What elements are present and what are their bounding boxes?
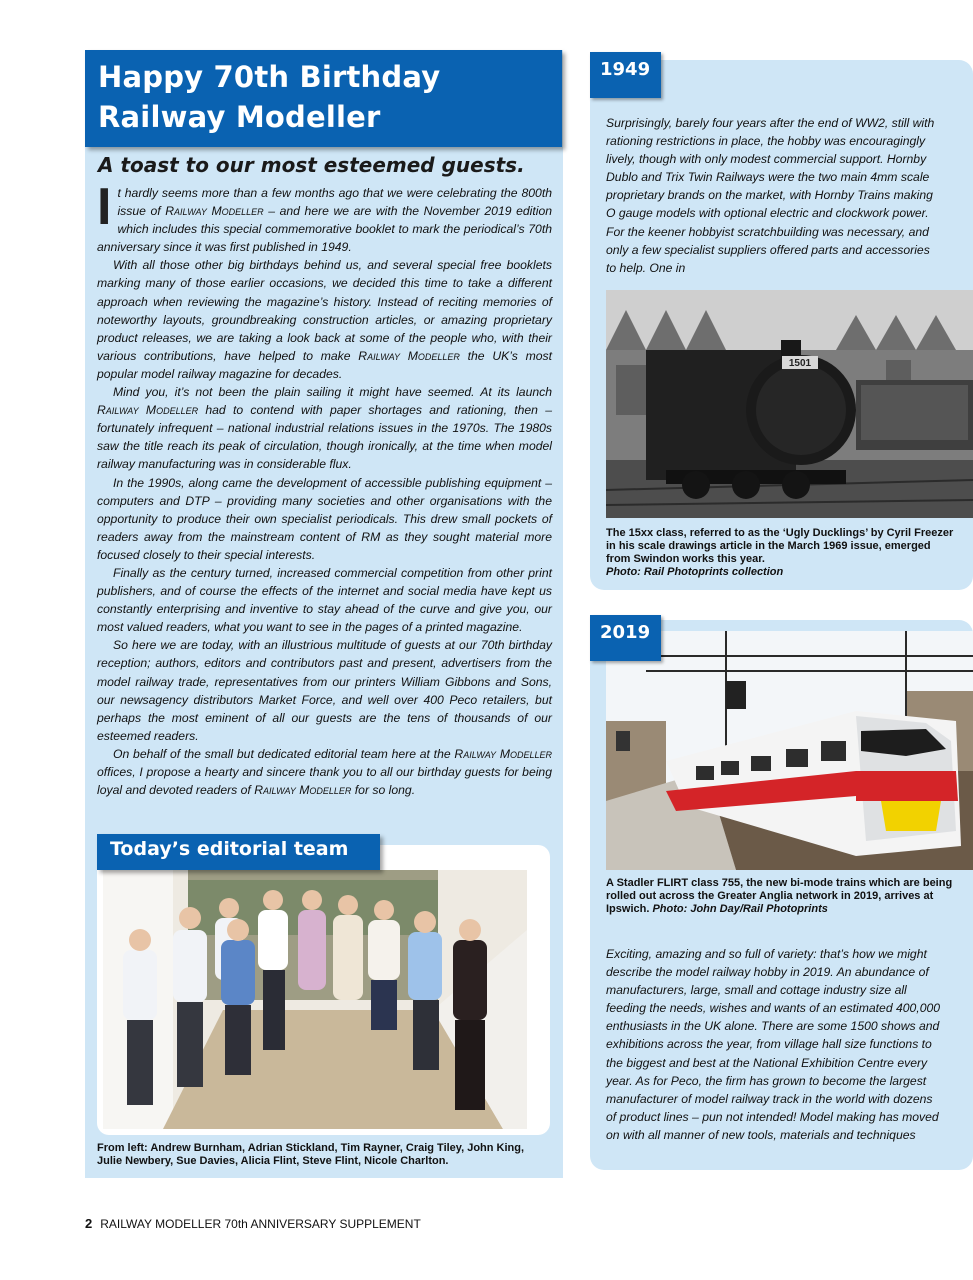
paragraph-6: So here we are today, with an illustrious multitude of guests at our 70th birthday reception; authors, editors and contributors past and present, advertisers from the model railway trade, representatives from our printers William Gibbons and Sons, our newsagency distributors Market Force, and well over 400 Peco retailers, but perhaps the most eminent of all our guests are the tens of thousands of our esteemed readers.	[97, 638, 552, 743]
footer-label: RAILWAY MODELLER 70th ANNIVERSARY SUPPLEMENT	[100, 1217, 421, 1231]
team-heading-banner	[97, 834, 380, 870]
caption-2019: A Stadler FLIRT class 755, the new bi-mode trains which are being rolled out across the Greater Anglia network in 2019, arrives at Ipswich. Photo: John Day/Rail Photoprints	[606, 877, 953, 915]
team-heading: Today’s editorial team	[110, 838, 349, 860]
caption-1949: The 15xx class, referred to as the ‘Ugly Ducklings’ by Cyril Freezer in his scale drawings article in the March 1969 issue, emerged from Swindon works this year. Photo: Rail Photoprints collection	[606, 527, 956, 579]
year-label-2019: 2019	[600, 622, 651, 643]
page-footer	[85, 1216, 421, 1231]
credit-1949: Photo: Rail Photoprints collection	[606, 566, 784, 578]
paragraph-7: On behalf of the small but dedicated editorial team here at the Railway Modeller offices, I propose a hearty and sincere thank you to all our birthday guests for being loyal and devoted readers of Railway Modeller for so long.	[97, 746, 552, 798]
year-tab-2019	[590, 615, 661, 661]
text-1949: Surprisingly, barely four years after the end of WW2, still with rationing restrictions in place, the hobby was encouragingly lively, though with only modest commercial support. Hornby Dublo and Trix Twin Railways were the two main 4mm scale proprietary brands on the market, with Hornby Trains making O gauge models with optional electric and clockwork power. For the keener hobbyist scratchbuilding was necessary, and only a few specialist suppliers offered parts and accessories to help. One in	[606, 116, 935, 275]
credit-2019: Photo: John Day/Rail Photoprints	[652, 903, 828, 915]
paragraph-3: Mind you, it’s not been the plain sailing it might have seemed. At its launch Railway Modeller had to contend with paper shortages and rationing, then – fortunately infrequent – national industrial relations issues in the 1970s. The 1980s saw the title reach its peak of circulation, though ironically, at the time when model railway manufacturing was in considerable flux.	[97, 385, 552, 472]
paragraph-4: In the 1990s, along came the development of accessible publishing equipment – computers and DTP – providing many societies and other organisations with the opportunity to produce their own specialist periodicals. This drew small pockets of readers away from the mainstream content of RM as they sought material more focused closely to their special interests.	[97, 475, 552, 562]
page-number: 2	[85, 1216, 93, 1231]
paragraph-2: With all those other big birthdays behind us, and several special free booklets marking many of those earlier occasions, we decided this time to take a different approach when reviewing the magazine’s history. Instead of reciting memories of noteworthy layouts, groundbreaking construction articles, or amazing proprietary product releases, we are taking a look back at some of the people who, with their various contributions, have helped to make Railway Modeller the UK’s most popular model railway magazine for decades.	[97, 258, 552, 381]
drop-cap: I	[97, 178, 112, 236]
article-body	[97, 178, 553, 799]
text-2019: Exciting, amazing and so full of variety: that’s how we might describe the model railway hobby in 2019. An abundance of manufacturers, large, small and cottage industry size all feeding the needs, wishes and wants of an estimated 400,000 enthusiasts in the UK alone. There are some 1500 shows and exhibitions across the year, from village hall size functions to the biggest and best at the National Exhibition Centre every year. As for Peco, the firm has grown to become the largest manufacturer of model railway track in the world with dozens of product lines – pun not intended! Model making has moved on with all manner of new tools, materials and techniques	[606, 947, 941, 1142]
loco-number-plate: 1501	[788, 358, 812, 369]
subtitle: A toast to our most esteemed guests.	[98, 153, 525, 177]
paragraph-1: It hardly seems more than a few months ago that we were celebrating the 800th issue of Railway Modeller – and here we are with the November 2019 edition which includes this special commemorative booklet to mark the periodical’s 70th anniversary since it was first published in 1949.	[97, 178, 553, 255]
headline-line-2: Railway Modeller	[98, 100, 381, 134]
team-caption: From left: Andrew Burnham, Adrian Stickland, Tim Rayner, Craig Tiley, John King, Julie Newbery, Sue Davies, Alicia Flint, Steve Flint, Nicole Charlton.	[97, 1142, 525, 1167]
year-label-1949: 1949	[600, 59, 651, 80]
paragraph-5: Finally as the century turned, increased commercial competition from other print publishers, and of course the effects of the internet and social media have kept us constantly enterprising and inventive to stay ahead of the curve and give you, our most valued readers, what you want to see in the pages of a printed magazine.	[97, 565, 552, 635]
headline-box	[85, 50, 562, 147]
headline-line-1: Happy 70th Birthday	[98, 60, 441, 94]
team-photo	[103, 870, 527, 1129]
photo-2019-train	[606, 631, 973, 870]
year-tab-1949	[590, 52, 661, 98]
photo-1949-locomotive	[606, 290, 973, 518]
